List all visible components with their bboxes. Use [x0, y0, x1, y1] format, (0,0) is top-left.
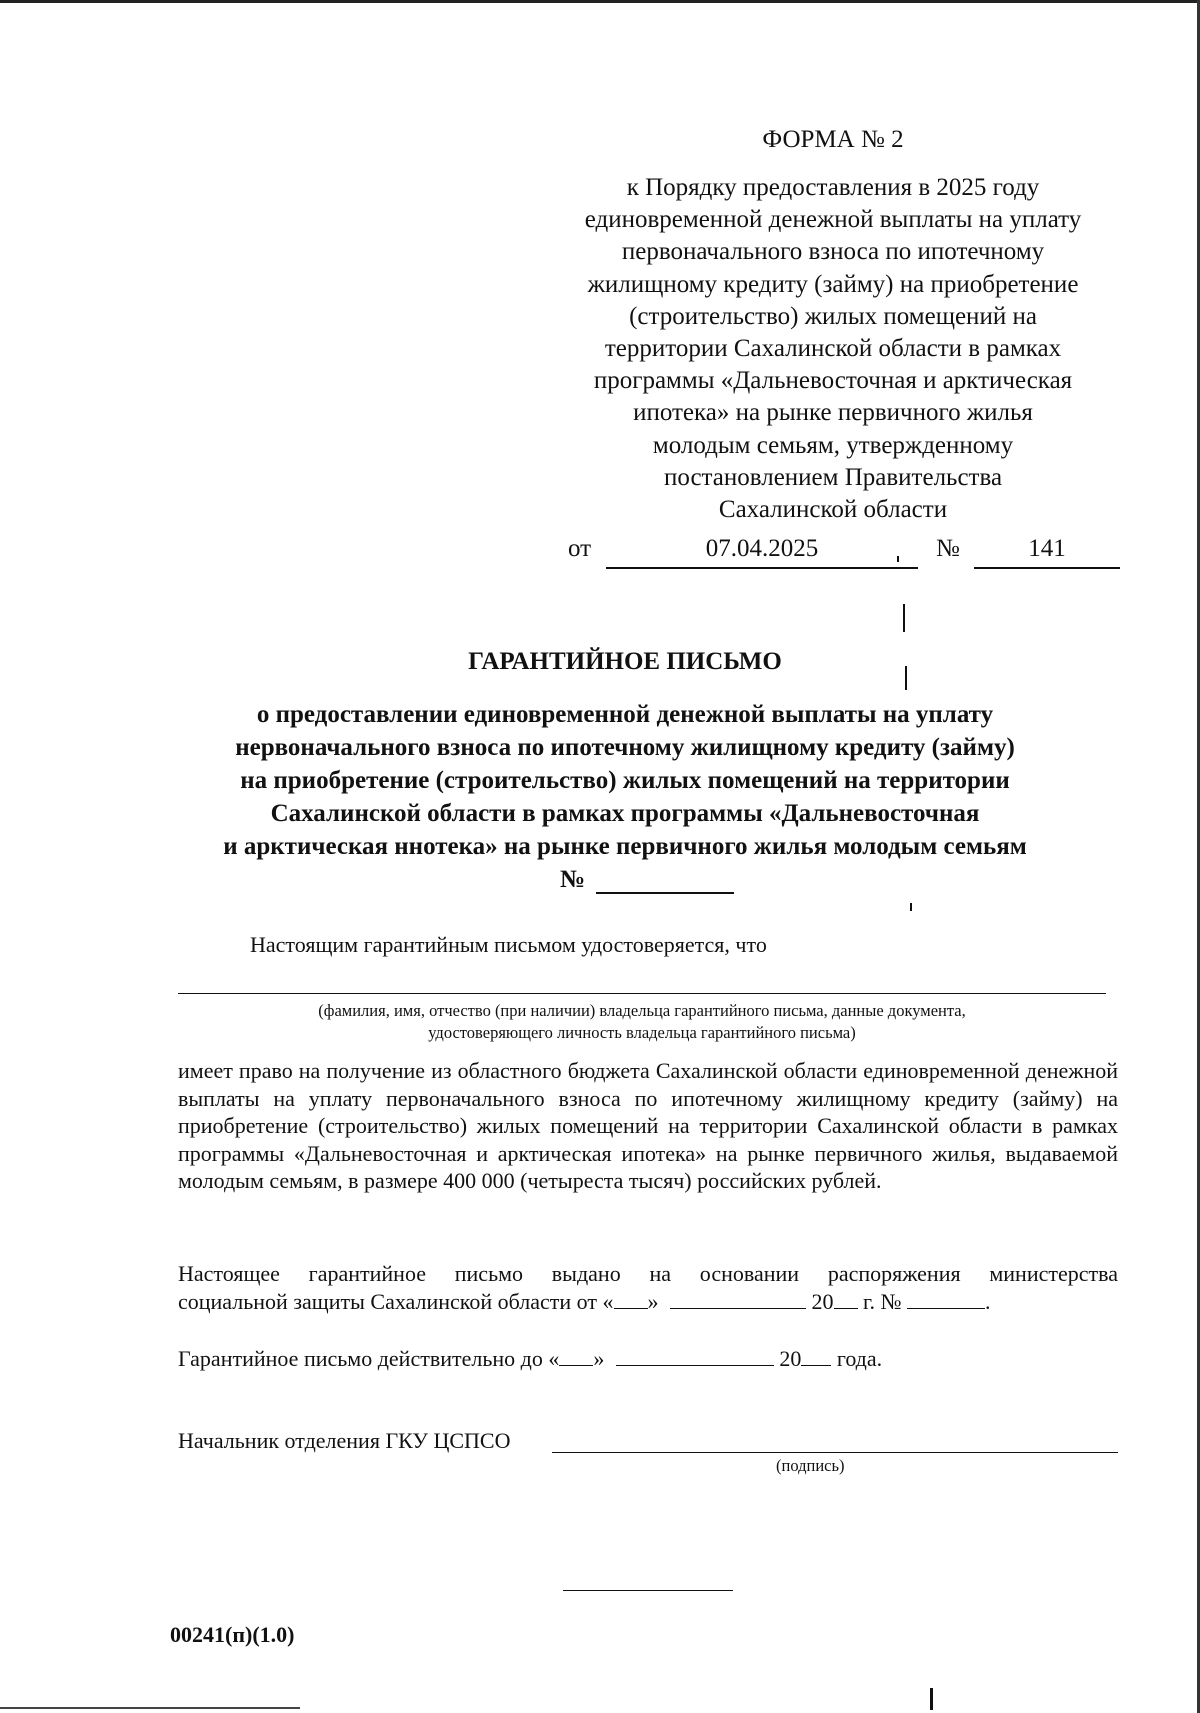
letter-number-label: № — [560, 866, 586, 893]
order-line: территории Сахалинской области в рамках — [604, 335, 1062, 363]
valid-suffix: года. — [836, 1346, 883, 1371]
order-line: ипотека» на рынке первичного жилья — [633, 399, 1033, 427]
month-blank — [616, 1345, 774, 1366]
signer-label: Начальник отделения ГКУ ЦСПСО — [178, 1428, 511, 1453]
validity-line — [178, 1345, 1118, 1372]
holder-caption-line: удостоверяющего личность владельца гарантийного письма) — [428, 1023, 856, 1042]
letter-subtitle — [150, 698, 1100, 863]
letter-number-blank — [596, 892, 734, 894]
quote-close: » — [647, 1289, 659, 1314]
scan-edge-bottom — [0, 1707, 300, 1709]
year-prefix: 20 — [779, 1346, 802, 1371]
scan-mark — [897, 556, 899, 562]
number-label: г. № — [863, 1289, 902, 1314]
letter-number-line — [560, 866, 800, 898]
scan-mark — [903, 604, 905, 632]
subtitle-line: Сахалинской области в рамках программы «Дальневосточная — [270, 800, 980, 827]
order-number-label: № — [936, 535, 960, 562]
year-prefix: 20 — [811, 1289, 834, 1314]
signature-blank — [552, 1452, 1118, 1453]
entitlement-paragraph: имеет право на получение из областного бюджета Сахалинской области единовременной денежной выплаты на уплату первоначального взноса по ипотечному жилищному кредиту (займу) на приобретение (строительство) жилых помещений на территории Сахалинской области в рамках программы «Дальневосточная и арктическая ипотека» на рынке первичного жилья, выдаваемой молодым семьям, в размере 400 000 (четыреста тысяч) российских рублей. — [178, 1058, 1118, 1193]
document-code: 00241(п)(1.0) — [170, 1622, 295, 1647]
order-line: жилищному кредиту (займу) на приобретение — [587, 270, 1079, 298]
holder-name-blank — [178, 993, 1106, 994]
scan-mark — [910, 903, 912, 911]
letter-title: ГАРАНТИЙНОЕ ПИСЬМО — [468, 648, 782, 675]
order-line: к Порядку предоставления в 2025 году — [626, 174, 1040, 201]
order-line: первоначального взноса по ипотечному — [621, 238, 1045, 266]
year-blank — [834, 1288, 858, 1309]
order-line: постановлением Правительства — [663, 463, 1003, 491]
order-line: единовременной денежной выплаты на уплату — [584, 206, 1082, 234]
subtitle-line: на приобретение (строительство) жилых помещений на территории — [240, 767, 1010, 794]
quote-close: » — [593, 1346, 605, 1371]
scan-mark — [930, 1688, 933, 1710]
holder-caption-line: (фамилия, имя, отчество (при наличии) владельца гарантийного письма, данные документа, — [318, 1001, 966, 1020]
basis-line: Настоящее гарантийное письмо выдано на основании распоряжения министерства — [178, 1261, 1118, 1286]
day-blank — [559, 1345, 593, 1366]
subtitle-line: нервоначального взноса по ипотечному жилищному кредиту (займу) — [235, 734, 1015, 761]
signature-caption: (подпись) — [776, 1456, 845, 1475]
holder-caption — [178, 1000, 1106, 1044]
day-blank — [614, 1288, 648, 1309]
order-line: (строительство) жилых помещений на — [629, 302, 1037, 330]
order-date-number-line — [568, 535, 1120, 569]
year-blank — [801, 1345, 831, 1366]
separator-line — [563, 1590, 733, 1591]
month-blank — [670, 1288, 806, 1309]
basis-line — [178, 1288, 1118, 1316]
order-line: Сахалинской области — [718, 496, 948, 524]
period: . — [985, 1289, 991, 1314]
order-number: 141 — [974, 535, 1120, 569]
intro-text: Настоящим гарантийным письмом удостоверяется, что — [250, 932, 767, 957]
order-reference — [548, 172, 1118, 526]
number-blank — [907, 1288, 985, 1309]
valid-prefix: Гарантийное письмо действительно до « — [178, 1346, 560, 1371]
form-label: ФОРМА № 2 — [762, 126, 904, 153]
subtitle-line: и арктическая ннотека» на рынке первичного жилья молодым семьям — [223, 833, 1027, 860]
basis-prefix: социальной защиты Сахалинской области от « — [178, 1289, 614, 1314]
order-line: молодым семьям, утвержденному — [652, 431, 1014, 459]
order-date: 07.04.2025 — [606, 535, 918, 569]
subtitle-line: о предоставлении единовременной денежной выплаты на уплату — [256, 701, 994, 728]
scan-edge-top — [0, 0, 1200, 3]
basis-paragraph — [178, 1260, 1118, 1316]
order-line: программы «Дальневосточная и арктическая — [593, 367, 1073, 395]
from-label: от — [568, 535, 592, 562]
